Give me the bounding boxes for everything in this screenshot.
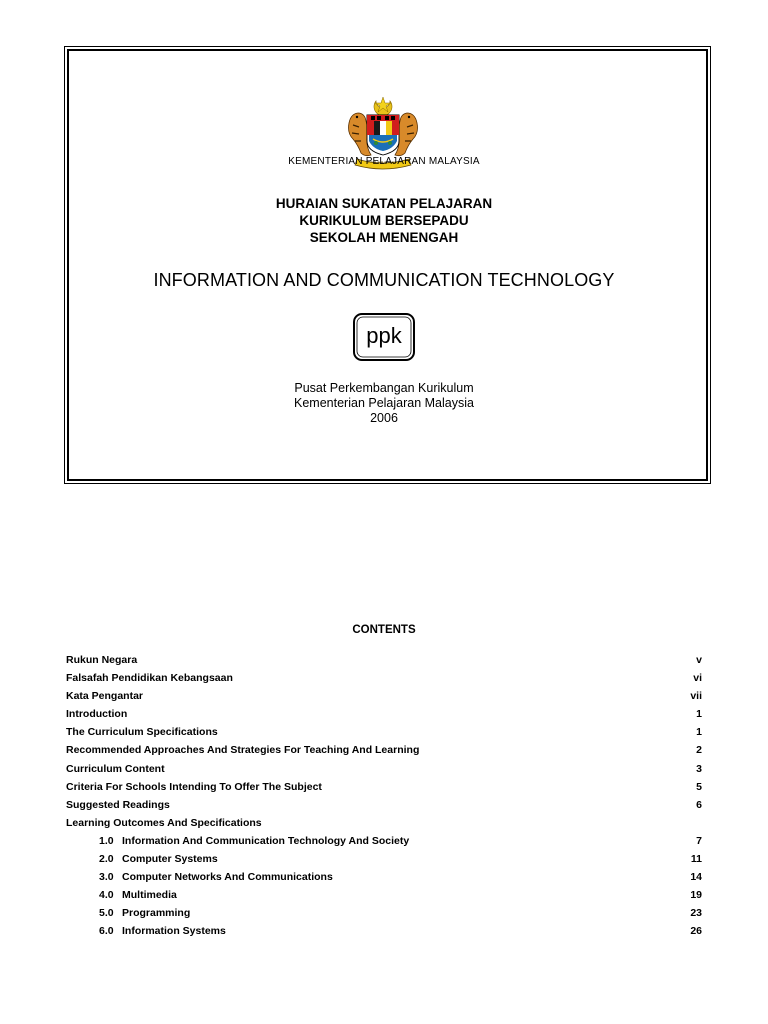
toc-entry[interactable]: Learning Outcomes And Specifications xyxy=(66,816,262,829)
toc-entry[interactable]: Rukun Negara v xyxy=(66,654,702,666)
syllabus-title xyxy=(0,195,768,246)
publisher-line-2: Kementerian Pelajaran Malaysia xyxy=(294,396,474,410)
title-line-3: SEKOLAH MENENGAH xyxy=(309,230,459,245)
toc-sub-entry[interactable]: 3.0 Computer Networks And Communications 14 xyxy=(99,871,702,884)
toc-entry[interactable]: Kata Pengantar vii xyxy=(66,690,702,703)
toc-entry[interactable]: Introduction 1 xyxy=(66,708,702,721)
toc-entry[interactable]: Falsafah Pendidikan Kebangsaan vi xyxy=(66,672,702,685)
subject-title: INFORMATION AND COMMUNICATION TECHNOLOGY xyxy=(153,270,615,290)
title-line-2: KURIKULUM BERSEPADU xyxy=(299,213,469,228)
toc-entry[interactable]: Recommended Approaches And Strategies For Teaching And Learning 2 xyxy=(66,744,702,757)
ppk-logo xyxy=(351,312,417,362)
title-line-1: HURAIAN SUKATAN PELAJARAN xyxy=(275,196,493,211)
toc-entry[interactable]: Suggested Readings 6 xyxy=(66,798,702,811)
publisher-year: 2006 xyxy=(370,411,398,425)
publisher-line-1: Pusat Perkembangan Kurikulum xyxy=(294,381,474,395)
toc-entry[interactable]: The Curriculum Specifications 1 xyxy=(66,726,702,739)
ppk-logo-text: ppk xyxy=(366,323,402,348)
toc-sub-entry[interactable]: 2.0 Computer Systems 11 xyxy=(99,853,702,866)
toc-sub-entry[interactable]: 5.0 Programming 23 xyxy=(99,907,702,920)
toc-sub-entry[interactable]: 6.0 Information Systems 26 xyxy=(99,925,702,938)
toc-sub-entry[interactable]: 1.0 Information And Communication Technology And Society 7 xyxy=(99,834,702,847)
publisher-block xyxy=(0,381,768,426)
toc-entry[interactable]: Curriculum Content 3 xyxy=(66,762,702,775)
toc-sub-entry[interactable]: 4.0 Multimedia 19 xyxy=(99,889,702,902)
table-of-contents xyxy=(66,654,702,944)
ministry-caption: KEMENTERIAN PELAJARAN MALAYSIA xyxy=(288,156,480,167)
contents-heading: CONTENTS xyxy=(352,624,416,636)
toc-entry[interactable]: Criteria For Schools Intending To Offer The Subject 5 xyxy=(66,780,702,793)
